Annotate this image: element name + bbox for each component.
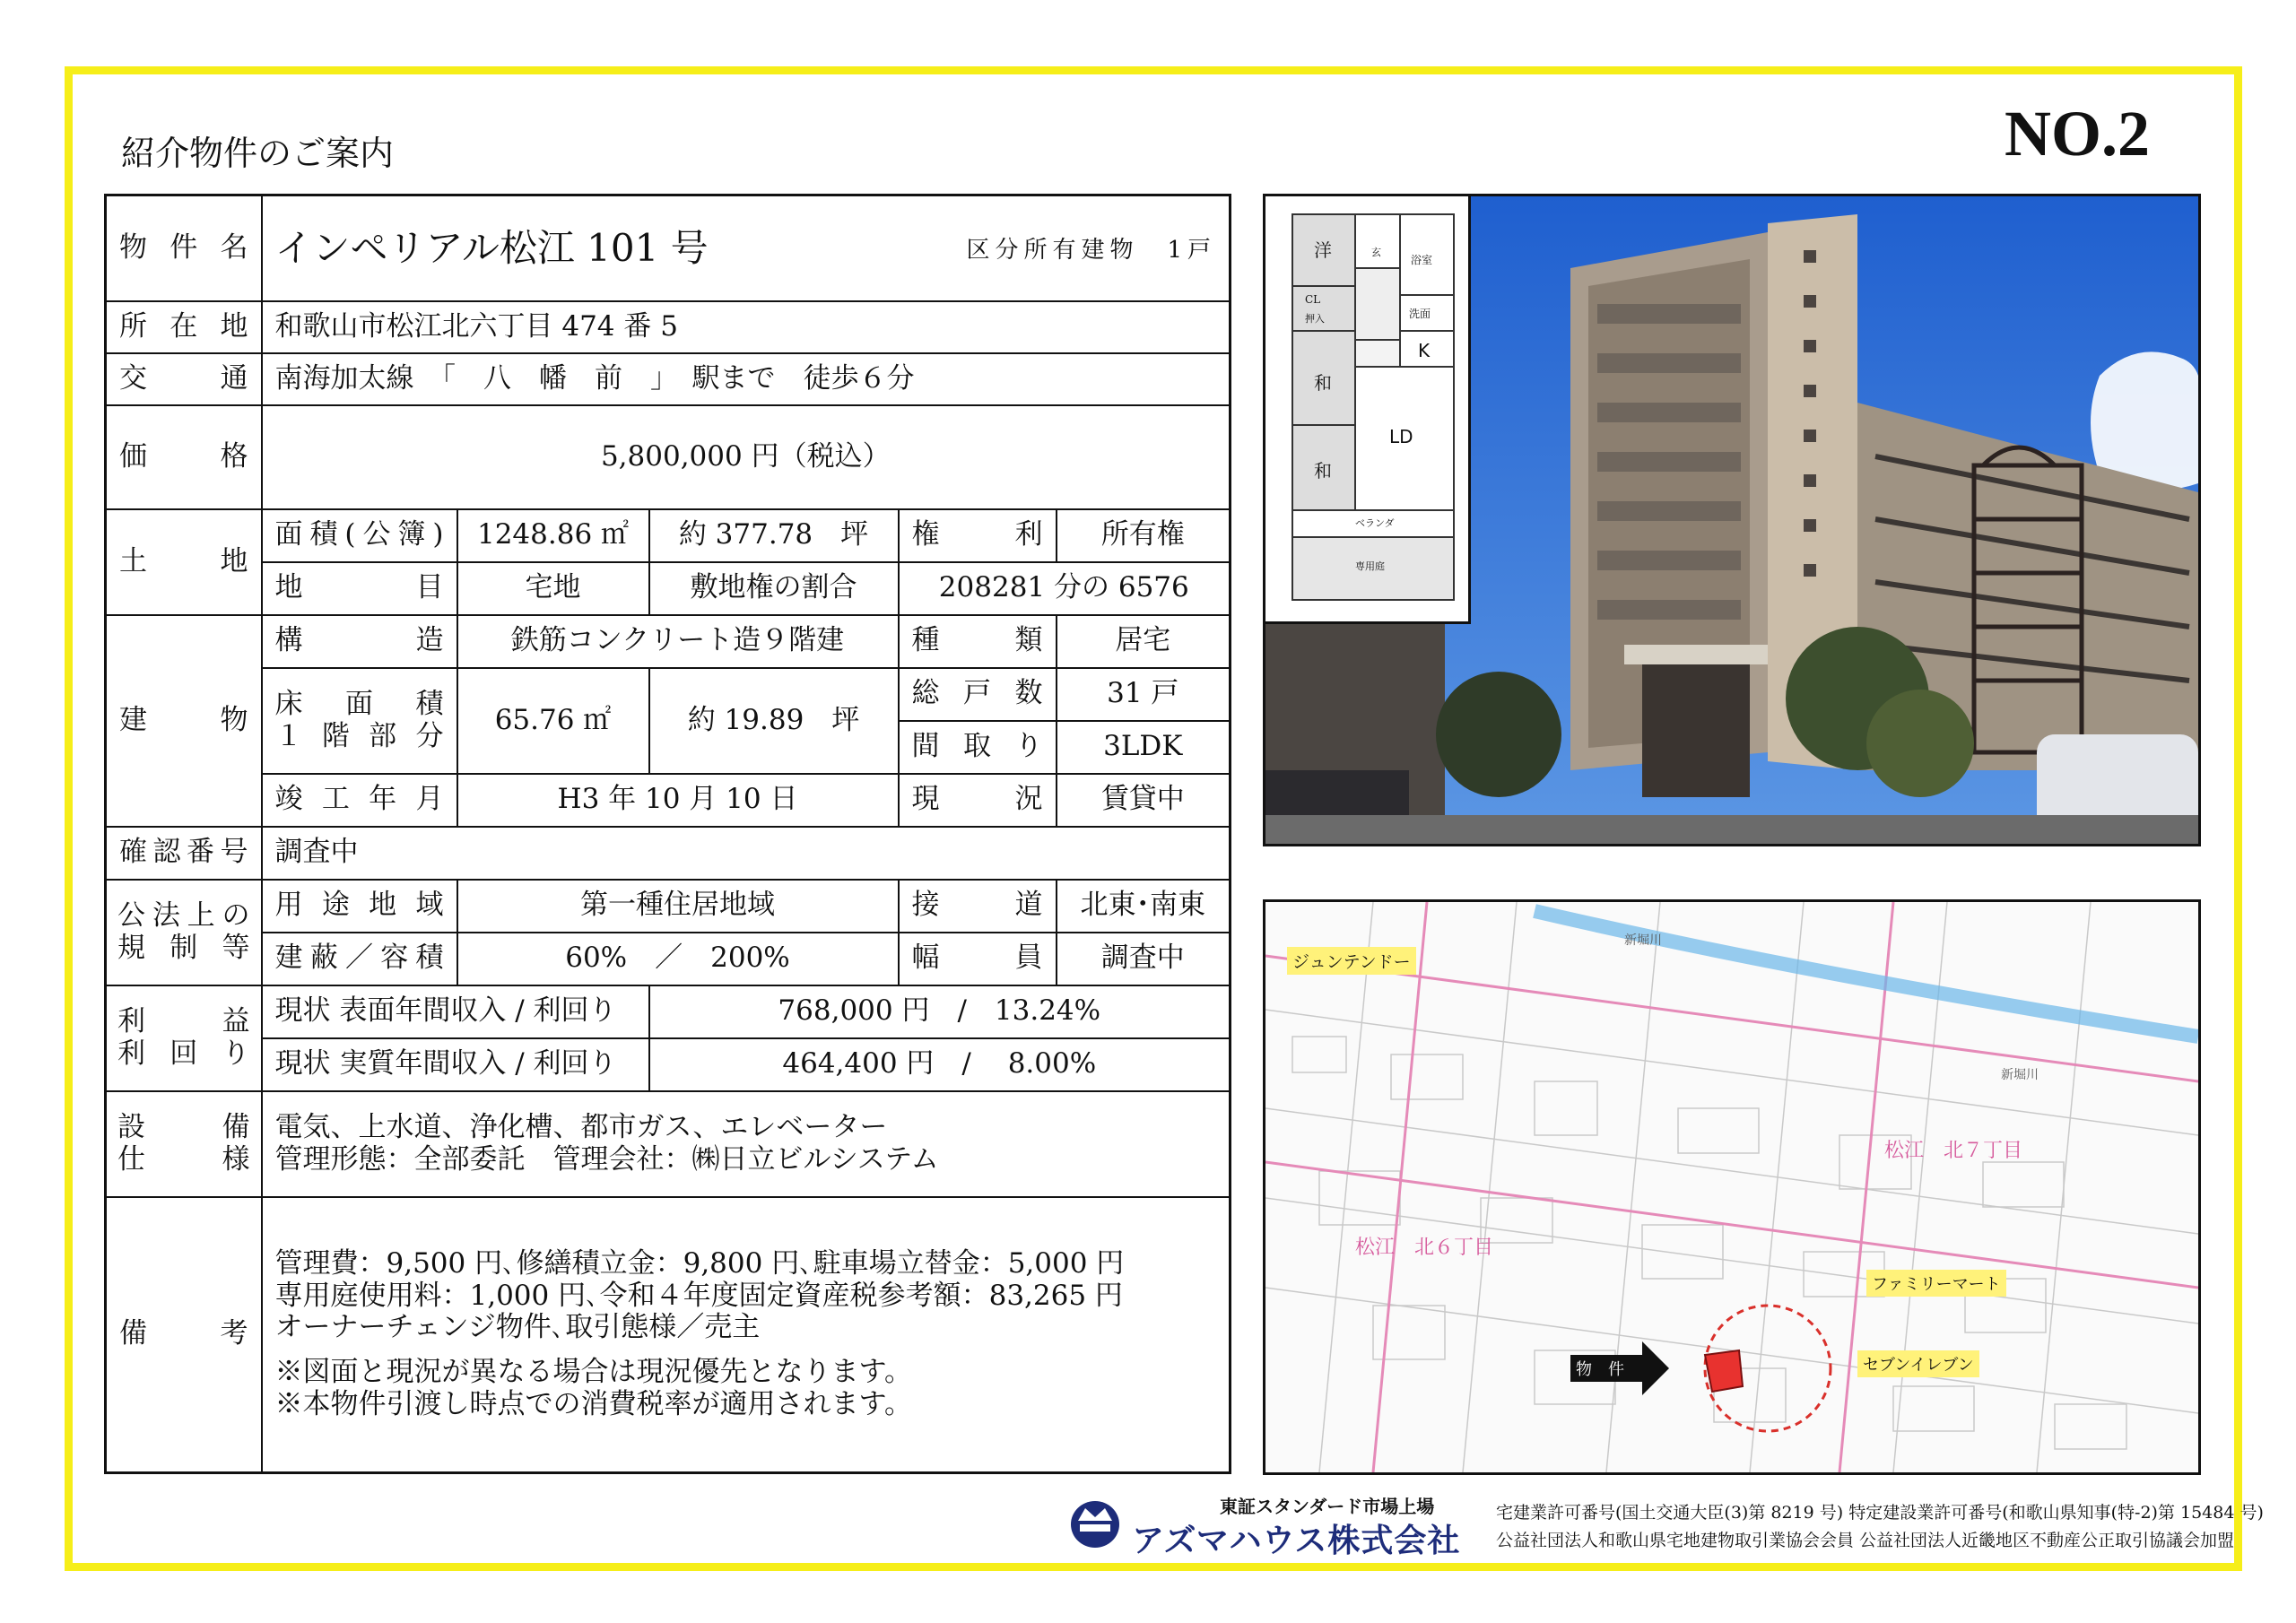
built-label: 竣工年月 bbox=[262, 774, 457, 827]
land-category: 宅地 bbox=[457, 562, 649, 615]
ratio-value: 60% ／ 200% bbox=[457, 933, 899, 985]
floor-area-label-2: １階部分 bbox=[274, 719, 444, 752]
access-value: 南海加太線 「 八 幡 前 」 駅まで 徒歩６分 bbox=[262, 353, 1231, 405]
built-value: H3 年 10 月 10 日 bbox=[457, 774, 899, 827]
room-closet: CL bbox=[1305, 293, 1321, 306]
map-label-juntendo: ジュンテンドー bbox=[1287, 947, 1416, 975]
yield-label-2: 利回り bbox=[117, 1037, 250, 1070]
facilities-line-2: 管理形態：全部委託 管理会社：㈱日立ビルシステム bbox=[274, 1142, 939, 1176]
yield-label bbox=[106, 985, 262, 1091]
row-facilities bbox=[106, 1091, 1231, 1197]
floor-area-label-1: 床面積 bbox=[274, 687, 444, 720]
land-share: 208281 分の 6576 bbox=[899, 562, 1231, 615]
room-entrance: 玄 bbox=[1371, 247, 1381, 258]
row-yield-gross bbox=[106, 985, 1231, 1038]
map-drawing bbox=[1265, 902, 2198, 1472]
building-photo bbox=[1263, 194, 2201, 846]
kind-label: 種類 bbox=[899, 615, 1057, 668]
layout-value: 3LDK bbox=[1057, 721, 1231, 774]
zone-label: 用途地域 bbox=[262, 880, 457, 933]
location-value: 和歌山市松江北六丁目 474 番 5 bbox=[262, 301, 1231, 353]
company-subtitle: 東証スタンダード市場上場 bbox=[1220, 1496, 1435, 1517]
room-kitchen: K bbox=[1418, 340, 1431, 361]
price-label: 価格 bbox=[106, 405, 262, 509]
road-label: 接道 bbox=[899, 880, 1057, 933]
company-logo bbox=[1069, 1494, 1121, 1549]
facilities-label-2: 仕様 bbox=[117, 1142, 250, 1176]
land-area-m2: 1248.86 ㎡ bbox=[457, 509, 649, 562]
facilities-label bbox=[106, 1091, 262, 1197]
remarks-line-5: ※本物件引渡し時点での消費税率が適用されます。 bbox=[274, 1387, 913, 1420]
license-info: 宅建業許可番号(国土交通大臣(3)第 8219 号) 特定建設業許可番号(和歌山県知事(特-2)第 15484 号) bbox=[1496, 1503, 2264, 1523]
listing-number: NO.2 bbox=[2005, 98, 2150, 169]
room-veranda: ベランダ bbox=[1355, 517, 1395, 529]
road-value: 北東･南東 bbox=[1057, 880, 1231, 933]
row-building-structure bbox=[106, 615, 1231, 668]
status-label: 現況 bbox=[899, 774, 1057, 827]
row-ratio bbox=[106, 933, 1231, 985]
crown-logo-icon bbox=[1069, 1494, 1121, 1549]
floor-area-label bbox=[262, 668, 457, 774]
room-private-garden: 専用庭 bbox=[1355, 560, 1385, 572]
room-japanese-1: 和 bbox=[1314, 372, 1332, 394]
units-value: 31 戸 bbox=[1057, 668, 1231, 721]
layout-label: 間取り bbox=[899, 721, 1057, 774]
remarks-value bbox=[262, 1197, 1231, 1473]
map-label-kita6: 松江 北６丁目 bbox=[1355, 1237, 1494, 1259]
row-building-built bbox=[106, 774, 1231, 827]
structure-value: 鉄筋コンクリート造９階建 bbox=[457, 615, 899, 668]
width-label: 幅員 bbox=[899, 933, 1057, 985]
room-oshiire: 押入 bbox=[1305, 313, 1325, 325]
room-western: 洋 bbox=[1314, 239, 1332, 261]
land-share-label: 敷地権の割合 bbox=[649, 562, 899, 615]
map-label-kita7: 松江 北７丁目 bbox=[1884, 1140, 2023, 1162]
land-rights-label: 権利 bbox=[899, 509, 1057, 562]
access-label: 交通 bbox=[106, 353, 262, 405]
row-building-units bbox=[106, 668, 1231, 721]
confirm-value: 調査中 bbox=[262, 827, 1231, 880]
floor-area-tsubo: 約 19.89 坪 bbox=[649, 668, 899, 774]
facilities-value bbox=[262, 1091, 1231, 1197]
row-land-area bbox=[106, 509, 1231, 562]
kind-value: 居宅 bbox=[1057, 615, 1231, 668]
yield-label-1: 利益 bbox=[117, 1004, 250, 1037]
remarks-line-4: ※図面と現況が異なる場合は現況優先となります。 bbox=[274, 1356, 913, 1389]
remarks-line-2: 専用庭使用料：1,000 円､令和４年度固定資産税参考額：83,265 円 bbox=[274, 1279, 1123, 1312]
location-map bbox=[1263, 899, 2201, 1475]
building-label: 建物 bbox=[106, 615, 262, 827]
gross-label: 現状 表面年間収入 / 利回り bbox=[262, 985, 649, 1038]
row-confirm bbox=[106, 827, 1231, 880]
ratio-label: 建蔽／容積 bbox=[262, 933, 457, 985]
room-washroom: 洗面 bbox=[1409, 308, 1431, 320]
status-value: 賃貸中 bbox=[1057, 774, 1231, 827]
room-japanese-2: 和 bbox=[1314, 460, 1332, 482]
land-label: 土地 bbox=[106, 509, 262, 615]
facilities-line-1: 電気、上水道、浄化槽、都市ガス、エレベーター bbox=[274, 1110, 888, 1143]
land-rights: 所有権 bbox=[1057, 509, 1231, 562]
land-category-label: 地目 bbox=[262, 562, 457, 615]
price-value: 5,800,000 円（税込） bbox=[262, 405, 1231, 509]
name-label: 物件名 bbox=[106, 195, 262, 301]
floor-plan-drawing bbox=[1265, 196, 1468, 621]
remarks-line-1: 管理費：9,500 円､修繕積立金：9,800 円､駐車場立替金：5,000 円 bbox=[274, 1247, 1125, 1280]
name-cell bbox=[262, 195, 1231, 301]
map-label-river-2: 新堀川 bbox=[2001, 1068, 2039, 1082]
row-property-name bbox=[106, 195, 1231, 301]
land-area-label: 面積(公簿) bbox=[262, 509, 457, 562]
floor-plan bbox=[1265, 196, 1471, 624]
page-title: 紹介物件のご案内 bbox=[121, 134, 395, 173]
land-area-tsubo: 約 377.78 坪 bbox=[649, 509, 899, 562]
remarks-line-3: オーナーチェンジ物件､取引態様／売主 bbox=[274, 1311, 761, 1344]
row-zone bbox=[106, 880, 1231, 933]
row-remarks bbox=[106, 1197, 1231, 1473]
property-name: インペリアル松江 101 号 bbox=[274, 225, 709, 270]
map-label-river-1: 新堀川 bbox=[1624, 933, 1662, 948]
row-access bbox=[106, 353, 1231, 405]
row-location bbox=[106, 301, 1231, 353]
map-label-seveneleven: セブンイレブン bbox=[1857, 1350, 1979, 1377]
room-living-dining: LD bbox=[1389, 426, 1413, 447]
map-label-familymart: ファミリーマート bbox=[1866, 1270, 2006, 1297]
facilities-label-1: 設備 bbox=[117, 1110, 250, 1143]
remarks-label: 備考 bbox=[106, 1197, 262, 1473]
regulation-label-2: 規制等 bbox=[117, 931, 250, 964]
zone-value: 第一種住居地域 bbox=[457, 880, 899, 933]
row-yield-net bbox=[106, 1038, 1231, 1091]
room-bath: 浴室 bbox=[1411, 254, 1433, 266]
floor-area-m2: 65.76 ㎡ bbox=[457, 668, 649, 774]
property-type: 区分所有建物 1戸 bbox=[966, 236, 1217, 264]
row-land-category bbox=[106, 562, 1231, 615]
location-label: 所在地 bbox=[106, 301, 262, 353]
property-spec-table bbox=[104, 194, 1231, 1474]
confirm-label: 確認番号 bbox=[106, 827, 262, 880]
regulation-label bbox=[106, 880, 262, 985]
association-info: 公益社団法人和歌山県宅地建物取引業協会会員 公益社団法人近畿地区不動産公正取引協議会加盟 bbox=[1496, 1531, 2235, 1550]
net-label: 現状 実質年間収入 / 利回り bbox=[262, 1038, 649, 1091]
company-name: アズマハウス株式会社 bbox=[1132, 1523, 1461, 1559]
structure-label: 構造 bbox=[262, 615, 457, 668]
row-price bbox=[106, 405, 1231, 509]
width-value: 調査中 bbox=[1057, 933, 1231, 985]
net-value: 464,400 円 / 8.00% bbox=[649, 1038, 1231, 1091]
gross-value: 768,000 円 / 13.24% bbox=[649, 985, 1231, 1038]
units-label: 総戸数 bbox=[899, 668, 1057, 721]
regulation-label-1: 公法上の bbox=[117, 898, 250, 932]
map-label-property: 物 件 bbox=[1576, 1360, 1624, 1379]
